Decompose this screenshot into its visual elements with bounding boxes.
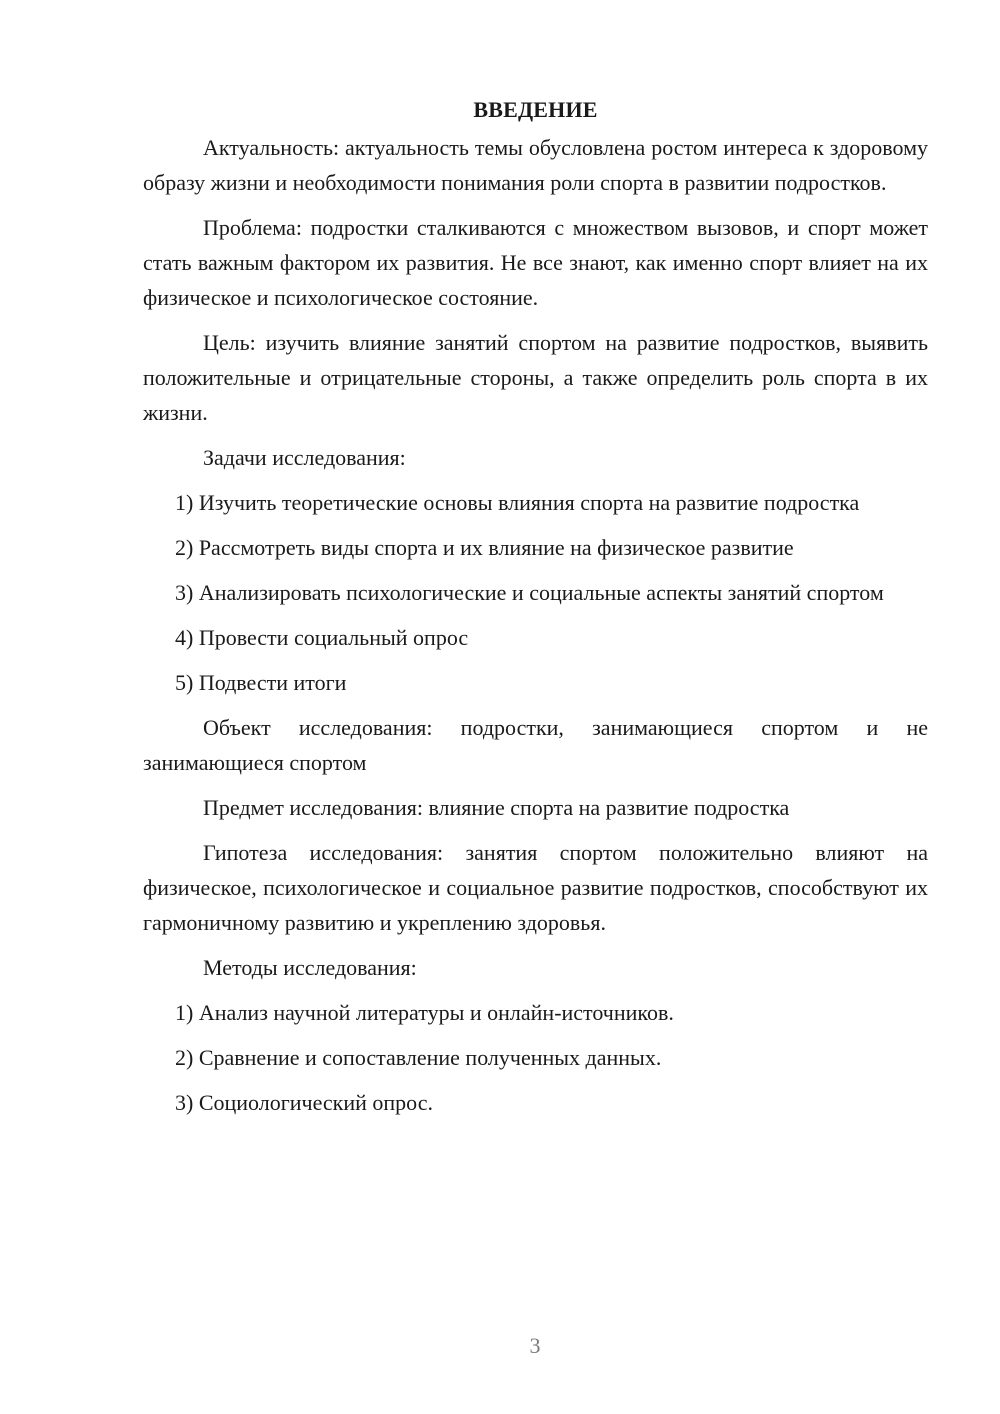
- object-paragraph: Объект исследования: подростки, занимающиеся спортом и не занимающиеся спортом: [143, 715, 928, 775]
- method-item: 2) Сравнение и сопоставление полученных данных.: [175, 1045, 662, 1070]
- problem-paragraph: Проблема: подростки сталкиваются с множеством вызовов, и спорт может стать важным фактором их развития. Не все знают, как именно спорт влияет на их физическое и психологическое состояние.: [143, 215, 928, 310]
- task-item: 2) Рассмотреть виды спорта и их влияние на физическое развитие: [175, 535, 794, 560]
- page-content: [143, 90, 928, 1130]
- relevance-paragraph: Актуальность: актуальность темы обусловлена ростом интереса к здоровому образу жизни и необходимости понимания роли спорта в развитии подростков.: [143, 135, 928, 195]
- page-heading: ВВЕДЕНИЕ: [473, 97, 598, 122]
- method-item: 3) Социологический опрос.: [175, 1090, 433, 1115]
- tasks-heading: Задачи исследования:: [203, 445, 406, 470]
- task-item: 5) Подвести итоги: [175, 670, 347, 695]
- subject-paragraph: Предмет исследования: влияние спорта на развитие подростка: [203, 795, 790, 820]
- page-number: 3: [529, 1333, 541, 1358]
- task-item: 1) Изучить теоретические основы влияния спорта на развитие подростка: [175, 490, 860, 515]
- method-item: 1) Анализ научной литературы и онлайн-источников.: [175, 1000, 674, 1025]
- methods-heading: Методы исследования:: [203, 955, 417, 980]
- task-item: 3) Анализировать психологические и социальные аспекты занятий спортом: [175, 580, 884, 605]
- hypothesis-paragraph: Гипотеза исследования: занятия спортом положительно влияют на физическое, психологическое и социальное развитие подростков, способствуют их гармоничному развитию и укреплению здоровья.: [143, 840, 928, 935]
- goal-paragraph: Цель: изучить влияние занятий спортом на развитие подростков, выявить положительные и отрицательные стороны, а также определить роль спорта в их жизни.: [143, 330, 928, 425]
- task-item: 4) Провести социальный опрос: [175, 625, 469, 650]
